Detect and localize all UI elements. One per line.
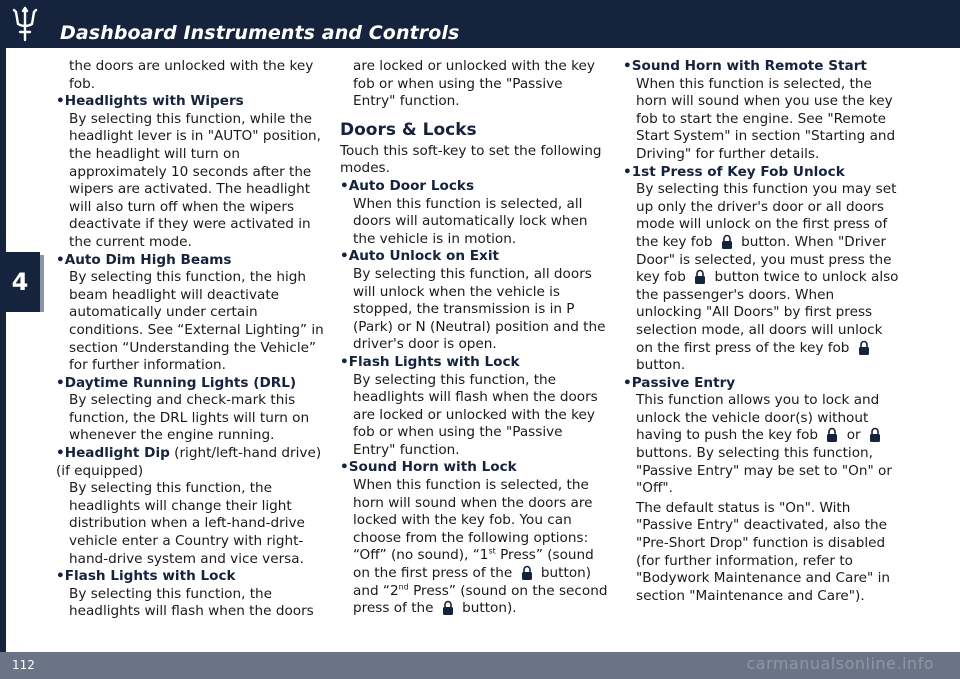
paragraph	[623, 181, 899, 375]
paragraph: Touch this soft-key to set the following modes.	[340, 142, 602, 177]
bullet-title: Flash Lights with Lock	[64, 568, 236, 585]
bullet-title-suffix: (right/left-hand drive) (if equipped)	[56, 445, 322, 479]
chapter-side-bar	[0, 48, 6, 652]
text-column-3	[623, 58, 899, 605]
paragraph: The default status is "On". With "Passive Entry" deactivated, also the "Pre-Short Drop" function is disabled (for further information, refer to "Bodywork Maintenance and Care" in section "Maintenance and Care").	[636, 499, 890, 604]
bullet-title: Sound Horn with Remote Start	[631, 58, 867, 74]
bullet-item: •Passive Entry	[623, 374, 736, 391]
bullet-item: •Sound Horn with Lock	[340, 459, 517, 476]
bullet-title: Auto Unlock on Exit	[348, 248, 499, 265]
superscript: st	[488, 546, 496, 556]
padlock-icon	[721, 234, 733, 249]
padlock-icon	[858, 340, 870, 355]
page-header	[0, 0, 960, 48]
bullet-title: Headlights with Wipers	[64, 93, 244, 110]
paragraph: By selecting this function, the high beam headlight will deactivate automatically under certain conditions. See “External Lighting” in section “Understanding the Vehicle” for further information.	[69, 269, 324, 374]
padlock-icon	[694, 269, 706, 284]
bullet-title: 1st Press of Key Fob Unlock	[631, 163, 845, 180]
superscript: nd	[398, 582, 409, 592]
text-run: button.	[636, 357, 686, 374]
bullet-title: Auto Door Locks	[348, 177, 475, 194]
paragraph: By selecting and check-mark this function, the DRL lights will turn on whenever the engine running.	[69, 392, 310, 444]
trident-logo-icon	[10, 6, 40, 42]
text-run: By selecting this function you may set up only the driver's door or all doors mode will unlock on the first press of the key fob	[636, 181, 897, 250]
bullet-item: •Flash Lights with Lock	[56, 568, 236, 585]
bullet-title: Passive Entry	[631, 374, 736, 391]
paragraph	[340, 477, 608, 618]
text-run: button) and “2	[353, 565, 592, 599]
padlock-icon	[442, 600, 454, 615]
text-run: Press” (sound on the first press of the	[353, 547, 594, 582]
bullet-item: •Headlights with Wipers	[56, 93, 244, 110]
paragraph: By selecting this function, while the headlight lever is in "AUTO" position, the headlight will turn on approximately 10 seconds after the wipers are activated. The headlight will also turn off when the wipers deactivate if they were activated in the current mode.	[69, 110, 321, 250]
bullet-item: •1st Press of Key Fob Unlock	[623, 163, 845, 180]
bullet-title: Flash Lights with Lock	[348, 353, 520, 370]
padlock-icon	[826, 427, 838, 442]
bullet-title: Auto Dim High Beams	[64, 251, 232, 268]
bullet-title: Daytime Running Lights (DRL)	[64, 374, 297, 391]
text-run: When this function is selected, the horn will sound when the doors are locked with the key fob. You can choose from the following options: “Off” (no sound), “1	[353, 477, 593, 564]
bullet-item: •Auto Door Locks	[340, 177, 475, 194]
paragraph: are locked or unlocked with the key fob or when using the "Passive Entry" function.	[353, 58, 595, 110]
padlock-icon	[869, 427, 881, 442]
text-run: buttons. By selecting this function, "Passive Entry" may be set to "On" or "Off".	[636, 445, 892, 497]
bullet-item: •Sound Horn with Remote Start	[623, 58, 867, 74]
padlock-icon	[521, 565, 533, 580]
bullet-title: Headlight Dip	[64, 445, 170, 462]
paragraph: By selecting this function, the headlights will flash when the doors are locked or unlocked with the key fob or when using the "Passive Entry" function.	[353, 371, 598, 458]
paragraph: the doors are unlocked with the key fob.	[69, 58, 314, 92]
paragraph: When this function is selected, the horn will sound when you use the key fob to start the engine. See "Remote Start System" in section "Starting and Driving" for further details.	[636, 75, 896, 162]
text-run: button twice to unlock also the passenger's doors. When unlocking "All Doors" by first press selection mode, all doors will unlock on the first press of the key fob	[636, 269, 899, 356]
paragraph: By selecting this function, all doors will unlock when the vehicle is stopped, the transmission is in P (Park) or N (Neutral) position and the driver's door is open.	[353, 265, 606, 353]
bullet-item: •Daytime Running Lights (DRL)	[56, 374, 297, 391]
text-run: This function allows you to lock and unlock the vehicle door(s) without having to push the key fob	[636, 392, 880, 444]
text-run: Press” (sound on the second press of the	[353, 582, 608, 617]
bullet-item: •Headlight Dip (right/left-hand drive) (if equipped)	[56, 445, 322, 479]
text-column-1	[56, 58, 326, 621]
text-column-2	[340, 58, 608, 618]
bullet-title: Sound Horn with Lock	[348, 459, 517, 476]
text-run: button).	[457, 600, 517, 617]
bullet-item: •Auto Dim High Beams	[56, 251, 232, 268]
watermark: carmanualsonline.info	[746, 654, 934, 673]
bullet-item: •Auto Unlock on Exit	[340, 248, 499, 265]
bullet-item: •Flash Lights with Lock	[340, 353, 520, 370]
text-run: button. When "Driver Door" is selected, you must press the key fob	[636, 233, 892, 286]
text-run: or	[842, 427, 865, 444]
paragraph	[623, 392, 899, 498]
chapter-tab: 4	[0, 252, 40, 312]
page-number: 112	[12, 658, 35, 672]
paragraph: When this function is selected, all doors will automatically lock when the vehicle is in motion.	[353, 195, 588, 247]
page-title: Dashboard Instruments and Controls	[60, 22, 460, 44]
paragraph: By selecting this function, the headlights will change their light distribution when a left-hand-drive vehicle enter a Country with right-hand-drive system and vice versa.	[69, 480, 305, 567]
paragraph: By selecting this function, the headlights will flash when the doors	[69, 585, 314, 620]
section-heading: Doors & Locks	[340, 119, 477, 140]
